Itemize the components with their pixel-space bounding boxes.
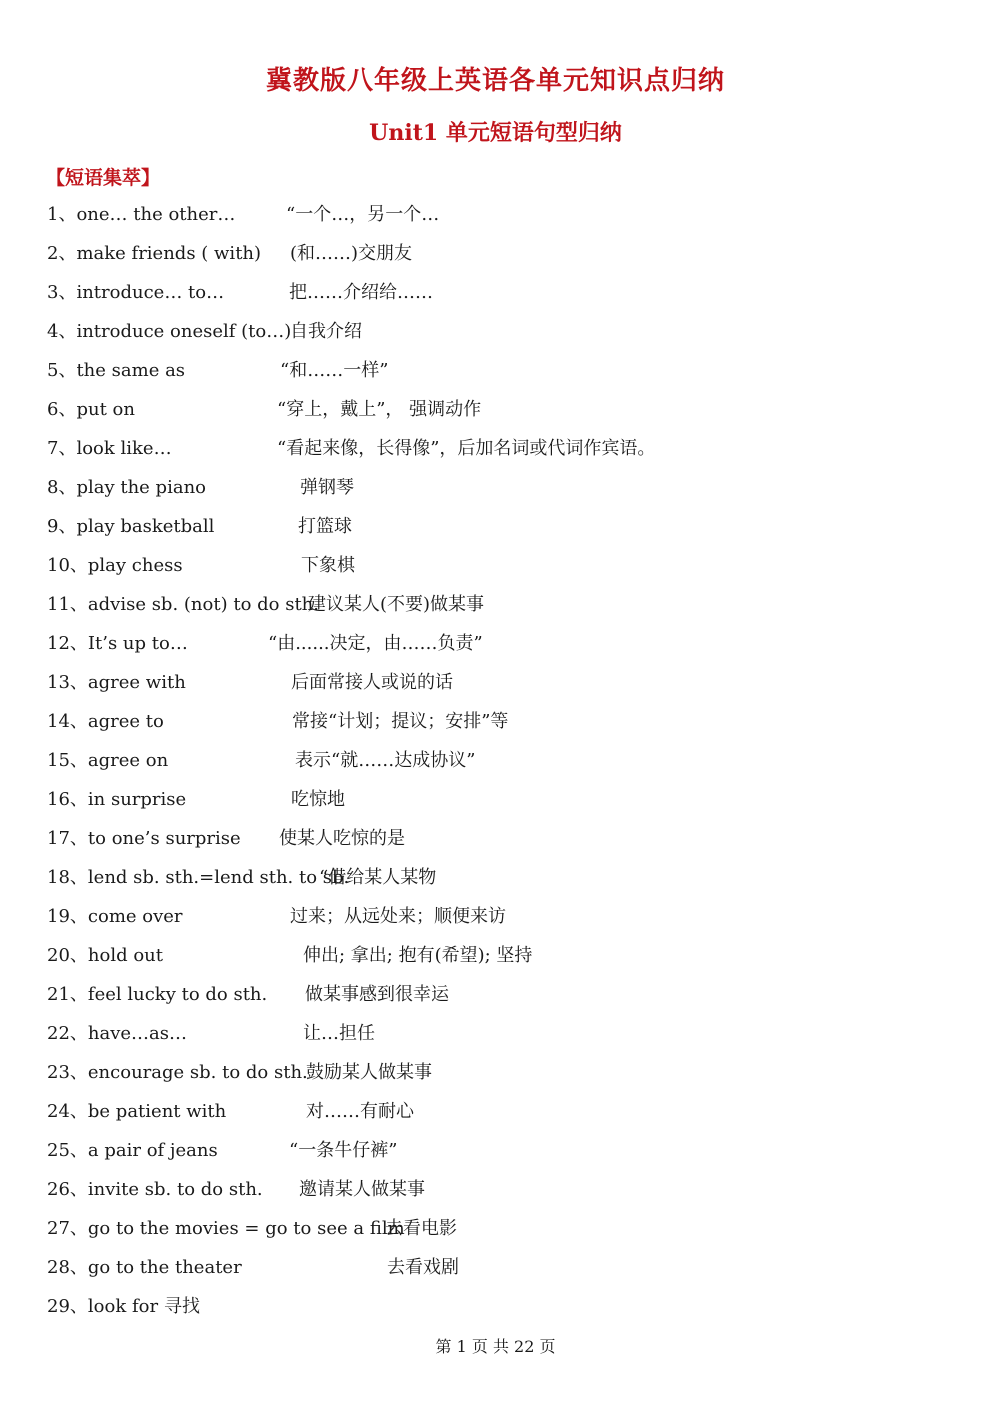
phrase-chinese: 邀请某人做某事	[299, 1179, 425, 1200]
phrase-english: play chess	[87, 555, 183, 576]
phrase-number: 6、	[47, 399, 77, 420]
phrase-chinese: 过来；从远处来；顺便来访	[290, 906, 506, 927]
phrase-english: go to the movies = go to see a film	[87, 1218, 405, 1239]
phrase-item	[47, 1253, 459, 1283]
phrase-item	[47, 1214, 457, 1244]
phrase-item	[47, 239, 413, 269]
phrase-chinese: “一个…，另一个…	[286, 204, 440, 225]
phrase-chinese: 建议某人(不要)做某事	[308, 594, 485, 615]
phrase-chinese: 把……介绍给……	[289, 282, 433, 303]
phrase-item	[47, 1097, 414, 1127]
phrase-number: 23、	[47, 1062, 88, 1083]
phrase-english: introduce… to…	[76, 282, 225, 303]
phrase-number: 27、	[47, 1218, 88, 1239]
phrase-chinese: 打篮球	[298, 516, 352, 537]
phrase-english: the same as	[76, 360, 186, 381]
phrase-item	[47, 1292, 200, 1322]
phrase-number: 11、	[47, 594, 88, 615]
unit-subtitle: Unit1 单元短语句型归纳	[369, 120, 622, 146]
phrase-chinese: “和……一样”	[280, 360, 389, 381]
phrase-english: introduce oneself (to…)	[76, 321, 292, 342]
phrase-item	[47, 824, 405, 854]
phrase-item	[47, 629, 483, 659]
phrase-english: come over	[87, 906, 183, 927]
phrase-chinese: 自我介绍	[290, 321, 362, 342]
phrase-english: look like…	[76, 438, 172, 459]
phrase-english: put on	[76, 399, 135, 420]
phrase-english: lend sb. sth.=lend sth. to sb.	[87, 867, 350, 888]
phrase-number: 14、	[47, 711, 88, 732]
phrase-english: a pair of jeans	[87, 1140, 218, 1161]
phrase-number: 28、	[47, 1257, 88, 1278]
document-title: 冀教版八年级上英语各单元知识点归纳	[265, 66, 725, 96]
phrase-item	[47, 863, 437, 893]
phrase-item	[47, 785, 345, 815]
phrase-number: 5、	[47, 360, 77, 381]
phrase-number: 8、	[47, 477, 77, 498]
phrase-english: to one’s surprise	[87, 828, 241, 849]
phrase-english: make friends ( with)	[76, 243, 262, 264]
phrase-english: look for	[87, 1296, 159, 1317]
phrase-item	[47, 395, 482, 425]
phrase-item	[47, 980, 449, 1010]
phrase-number: 19、	[47, 906, 88, 927]
phrase-number: 25、	[47, 1140, 88, 1161]
phrase-chinese: 下象棋	[301, 555, 355, 576]
phrase-chinese: 常接“计划；提议；安排”等	[292, 711, 509, 732]
phrase-item	[47, 941, 533, 971]
phrase-item	[47, 551, 355, 581]
phrase-chinese: “一条牛仔裤”	[289, 1140, 398, 1161]
phrase-english: have…as…	[87, 1023, 188, 1044]
phrase-english: in surprise	[87, 789, 187, 810]
phrase-chinese: 去看戏剧	[387, 1257, 459, 1278]
phrase-chinese: 使某人吃惊的是	[279, 828, 405, 849]
phrase-chinese: 鼓励某人做某事	[306, 1062, 432, 1083]
phrase-chinese: 做某事感到很幸运	[305, 984, 449, 1005]
phrase-number: 3、	[47, 282, 77, 303]
phrase-english: play basketball	[76, 516, 215, 537]
phrase-item	[47, 1019, 375, 1049]
phrase-number: 29、	[47, 1296, 88, 1317]
phrase-chinese: 弹钢琴	[300, 477, 354, 498]
phrase-english: play the piano	[76, 477, 206, 498]
phrase-english: It’s up to…	[87, 633, 188, 654]
phrase-number: 20、	[47, 945, 88, 966]
phrase-item	[47, 317, 362, 347]
phrase-item	[47, 278, 433, 308]
phrase-chinese: 让…担任	[303, 1023, 375, 1044]
phrase-number: 12、	[47, 633, 88, 654]
phrase-item	[47, 707, 509, 737]
phrase-item	[47, 1136, 398, 1166]
phrase-english: one… the other…	[76, 204, 236, 225]
phrase-english: feel lucky to do sth.	[87, 984, 268, 1005]
phrase-chinese: “看起来像，长得像”，后加名词或代词作宾语。	[277, 438, 656, 459]
phrase-english: hold out	[87, 945, 163, 966]
phrase-chinese: 寻找	[164, 1296, 200, 1317]
phrase-item	[47, 668, 453, 698]
phrase-number: 16、	[47, 789, 88, 810]
phrase-chinese: (和……)交朋友	[290, 243, 413, 264]
phrase-chinese: “借给某人某物	[319, 867, 437, 888]
phrase-english: agree to	[87, 711, 164, 732]
phrase-number: 2、	[47, 243, 77, 264]
phrase-chinese: 对……有耐心	[306, 1101, 414, 1122]
phrase-item	[47, 1175, 425, 1205]
phrase-english: go to the theater	[87, 1257, 242, 1278]
phrase-english: advise sb. (not) to do sth.	[87, 594, 319, 615]
phrase-english: be patient with	[87, 1101, 227, 1122]
phrase-item	[47, 473, 354, 503]
section-heading: 【短语集萃】	[46, 167, 161, 189]
phrase-number: 17、	[47, 828, 88, 849]
phrase-number: 7、	[47, 438, 77, 459]
phrase-english: encourage sb. to do sth.	[87, 1062, 308, 1083]
phrase-number: 10、	[47, 555, 88, 576]
phrase-english: agree with	[87, 672, 186, 693]
phrase-number: 18、	[47, 867, 88, 888]
phrase-item	[47, 512, 352, 542]
phrase-chinese: 去看电影	[385, 1218, 457, 1239]
phrase-english: agree on	[87, 750, 169, 771]
phrase-chinese: “穿上，戴上”， 强调动作	[277, 399, 482, 420]
phrase-number: 13、	[47, 672, 88, 693]
phrase-item	[47, 590, 485, 620]
phrase-chinese: 伸出; 拿出; 抱有(希望); 坚持	[303, 945, 533, 966]
phrase-item	[47, 746, 476, 776]
phrase-english: invite sb. to do sth.	[87, 1179, 263, 1200]
phrase-number: 15、	[47, 750, 88, 771]
phrase-number: 1、	[47, 204, 77, 225]
phrase-number: 24、	[47, 1101, 88, 1122]
phrase-item	[47, 434, 656, 464]
phrase-item	[47, 200, 440, 230]
phrase-item	[47, 356, 389, 386]
phrase-number: 21、	[47, 984, 88, 1005]
phrase-number: 22、	[47, 1023, 88, 1044]
phrase-item	[47, 902, 506, 932]
phrase-item	[47, 1058, 432, 1088]
phrase-chinese: 后面常接人或说的话	[291, 672, 453, 693]
phrase-number: 4、	[47, 321, 77, 342]
phrase-chinese: “由......决定，由……负责”	[268, 633, 483, 654]
phrase-number: 9、	[47, 516, 77, 537]
page-footer: 第 1 页 共 22 页	[435, 1337, 556, 1356]
phrase-number: 26、	[47, 1179, 88, 1200]
phrase-chinese: 表示“就……达成协议”	[295, 750, 476, 771]
phrase-chinese: 吃惊地	[291, 789, 345, 810]
